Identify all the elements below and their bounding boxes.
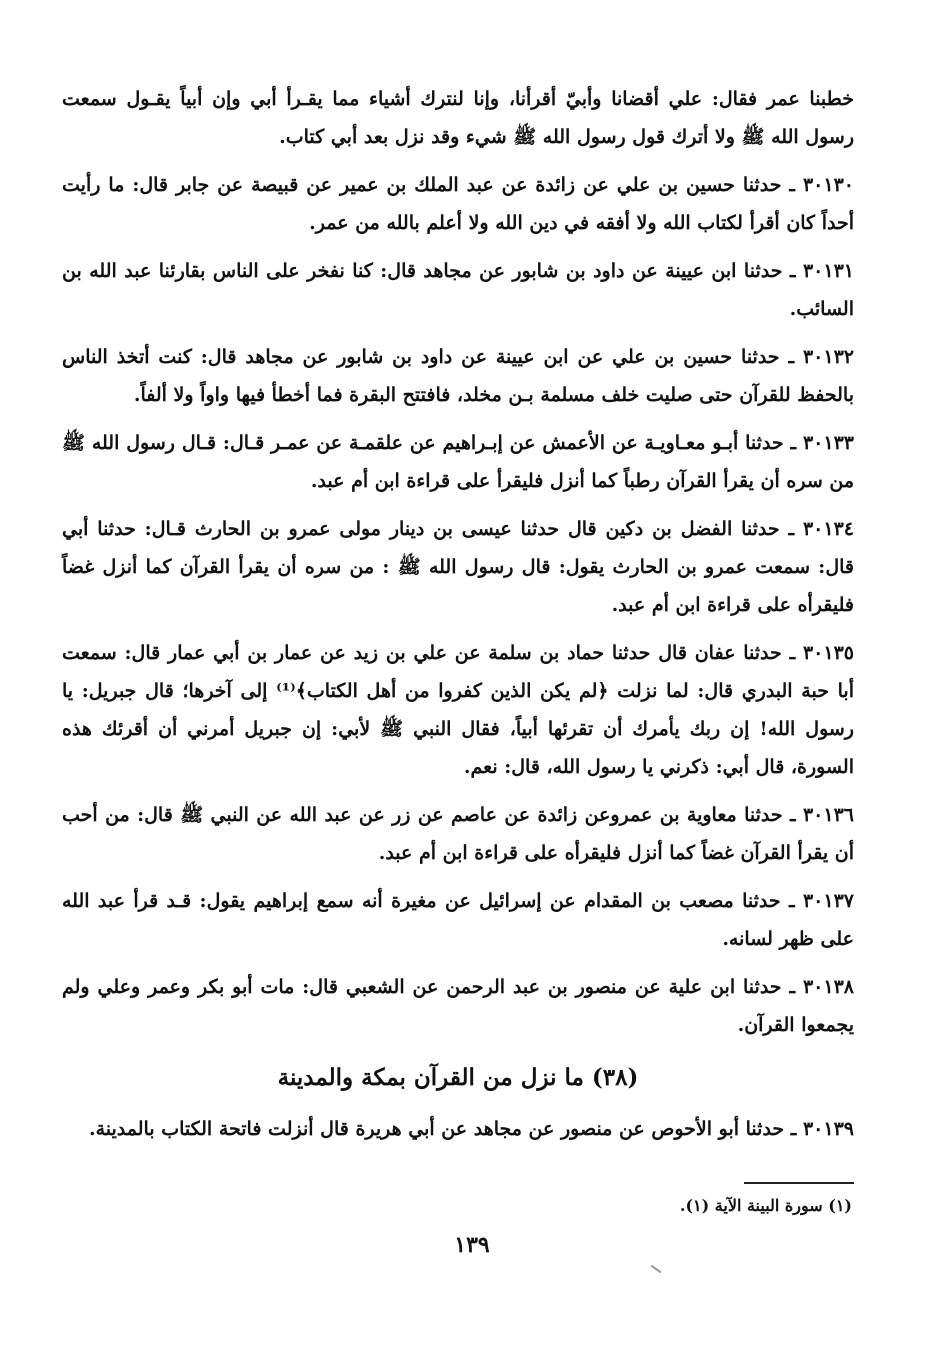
hadith-30136: ٣٠١٣٦ ـ حدثنا معاوية بن عمروعن زائدة عن عاصم عن زر عن عبد الله عن النبي ﷺ قال: من أحب أن يقرأ القرآن غضاً كما أنزل فليقرأه على قراءة ابن أم عبد. bbox=[62, 804, 854, 864]
page-number: ١٣٩ bbox=[454, 1232, 490, 1258]
hadith-30134: ٣٠١٣٤ ـ حدثنا الفضل بن دكين قال حدثنا عيسى بن دينار مولى عمرو بن الحارث قـال: حدثنا أبي قال: سمعت عمرو بن الحارث يقول: قال رسول الله ﷺ : من سره أن يقرأ القرآن كما أنزل غضاً فليقرأه على قراءة ابن أم عبد. bbox=[62, 518, 854, 616]
hadith-30131: ٣٠١٣١ ـ حدثنا ابن عيينة عن داود بن شابور عن مجاهد قال: كنا نفخر على الناس بقارئنا عبد الله بن السائب. bbox=[62, 260, 854, 320]
hadith-30133: ٣٠١٣٣ ـ حدثنا أبـو معـاويـة عن الأعمش عن إبـراهيم عن علقمـة عن عمـر قـال: قـال رسول الله ﷺ من سره أن يقرأ القرآن رطباً كما أنزل فليقرأ على قراءة ابن أم عبد. bbox=[62, 432, 854, 492]
hadith-30137: ٣٠١٣٧ ـ حدثنا مصعب بن المقدام عن إسرائيل عن مغيرة أنه سمع إبراهيم يقول: قـد قرأ عبد الله على ظهر لسانه. bbox=[62, 890, 854, 950]
paragraph-continuation: خطبنا عمر فقال: علي أقضانا وأبيّ أقرأنا، وإنا لنترك أشياء مما يقـرأ أبي وإن أبياً يقـول سمعت رسول الله ﷺ ولا أترك قول رسول الله ﷺ شيء وقد نزل بعد أبي كتاب. bbox=[62, 88, 854, 148]
page-body bbox=[62, 80, 854, 1158]
section-heading: (٣٨) ما نزل من القرآن بمكة والمدينة bbox=[277, 1064, 639, 1091]
hadith-30135: ٣٠١٣٥ ـ حدثنا عفان قال حدثنا حماد بن سلمة عن علي بن زيد عن عمار بن أبي عمار قال: سمعت أبا حبة البدري قال: لما نزلت ﴿لم يكن الذين كفروا من أهل الكتاب﴾⁽¹⁾ إلى آخرها؛ قال جبريل: يا رسول الله! إن ربك يأمرك أن تقرئها أبياً، فقال النبي ﷺ لأبي: إن جبريل أمرني أن أقرئك هذه السورة، قال أبي: ذكرني يا رسول الله، قال: نعم. bbox=[62, 642, 854, 778]
hadith-30130: ٣٠١٣٠ ـ حدثنا حسين بن علي عن زائدة عن عبد الملك بن عمير عن قبيصة عن جابر قال: ما رأيت أحداً كان أقرأ لكتاب الله ولا أفقه في دين الله ولا أعلم بالله من عمر. bbox=[62, 174, 854, 234]
hadith-30139: ٣٠١٣٩ ـ حدثنا أبو الأحوص عن منصور عن مجاهد عن أبي هريرة قال أنزلت فاتحة الكتاب بالمدينة. bbox=[88, 1118, 854, 1140]
footnote-divider bbox=[744, 1182, 854, 1184]
hadith-30138: ٣٠١٣٨ ـ حدثنا ابن علية عن منصور بن عبد الرحمن عن الشعبي قال: مات أبو بكر وعمر وعلي ولم يجمعوا القرآن. bbox=[62, 976, 854, 1036]
hadith-30132: ٣٠١٣٢ ـ حدثنا حسين بن علي عن ابن عيينة عن داود بن شابور عن مجاهد قال: كنت أتخذ الناس بالحفظ للقرآن حتى صليت خلف مسلمة بـن مخلد، فافتتح البقرة فما أخطأ فيها واواً ولا ألفاً. bbox=[62, 346, 854, 406]
footnote: (١) سورة البينة الآية (١). bbox=[679, 1196, 852, 1215]
scan-speck bbox=[651, 1265, 662, 1274]
